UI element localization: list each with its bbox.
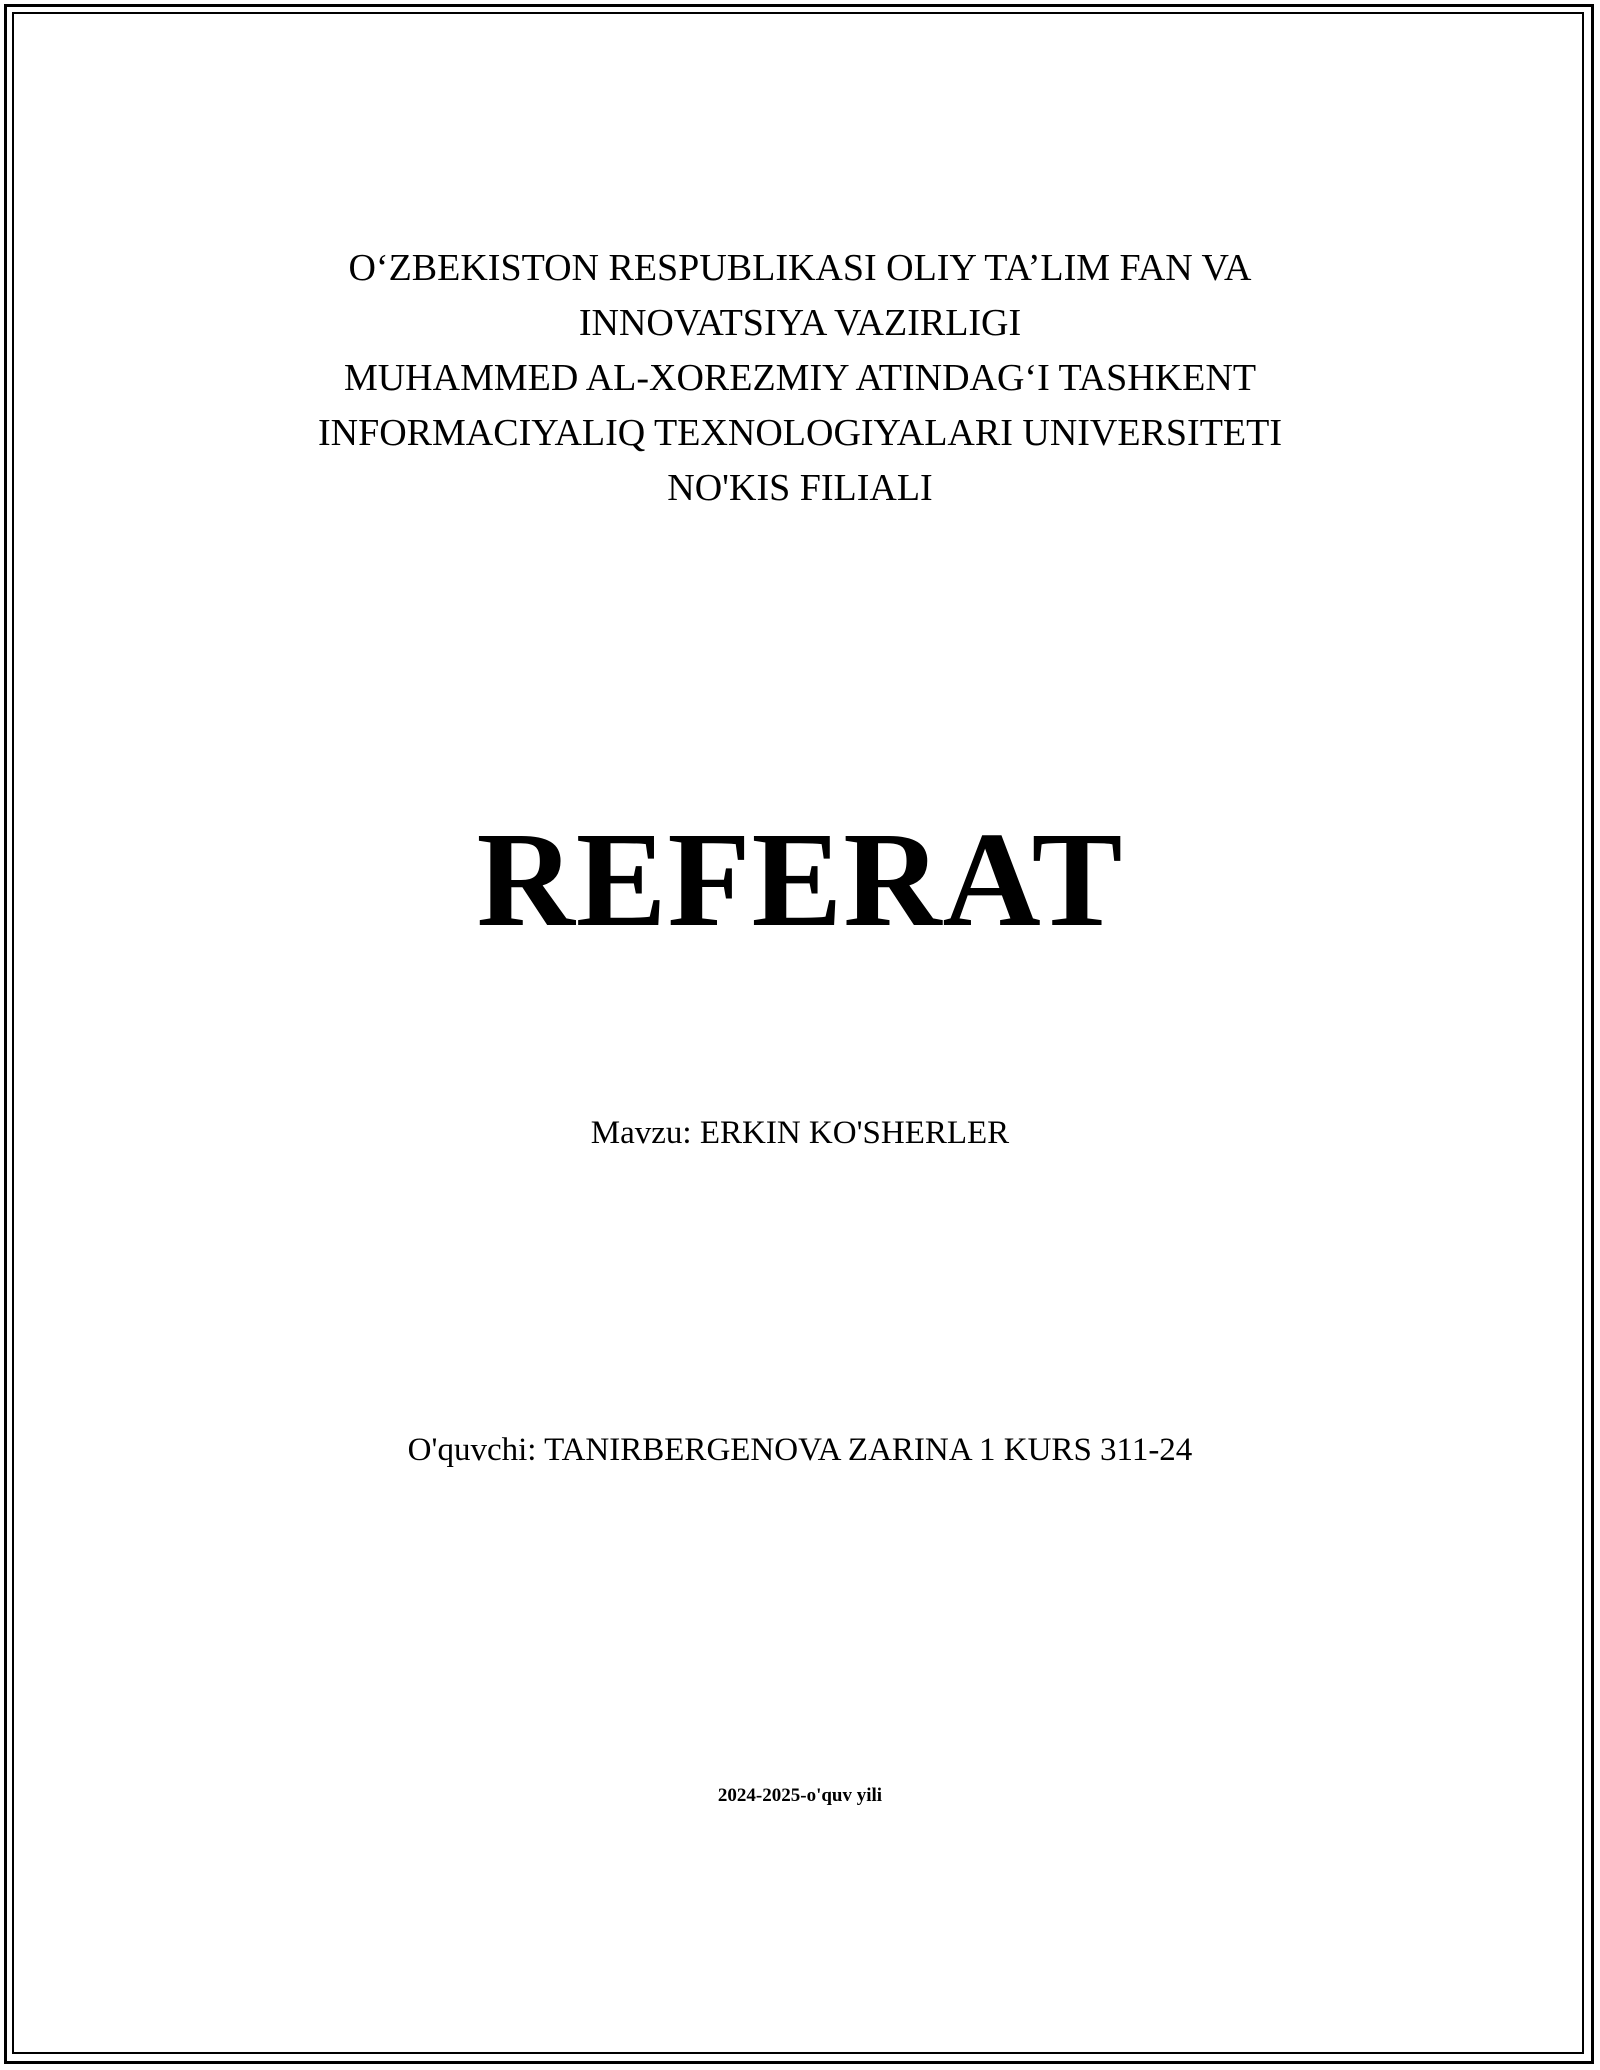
header-line-branch: NO'KIS FILIALI [667, 467, 933, 509]
academic-year: 2024-2025-o'quv yili [717, 1785, 883, 1806]
header-line-ministry: O‘ZBEKISTON RESPUBLIKASI OLIY TA’LIM FAN VA [348, 247, 1252, 289]
institution-header [0, 241, 1600, 516]
student-line: O'quvchi: TANIRBERGENOVA ZARINA 1 KURS 311-24 [407, 1432, 1193, 1468]
header-line-ministry-cont: INNOVATSIYA VAZIRLIGI [578, 302, 1022, 344]
document-title: REFERAT [476, 805, 1124, 955]
header-line-university: MUHAMMED AL-XOREZMIY ATINDAG‘I TASHKENT [343, 357, 1257, 399]
header-line-university-cont: INFORMACIYALIQ TEXNOLOGIYALARI UNIVERSITETI [318, 412, 1282, 454]
topic-line: Mavzu: ERKIN KO'SHERLER [590, 1115, 1010, 1151]
